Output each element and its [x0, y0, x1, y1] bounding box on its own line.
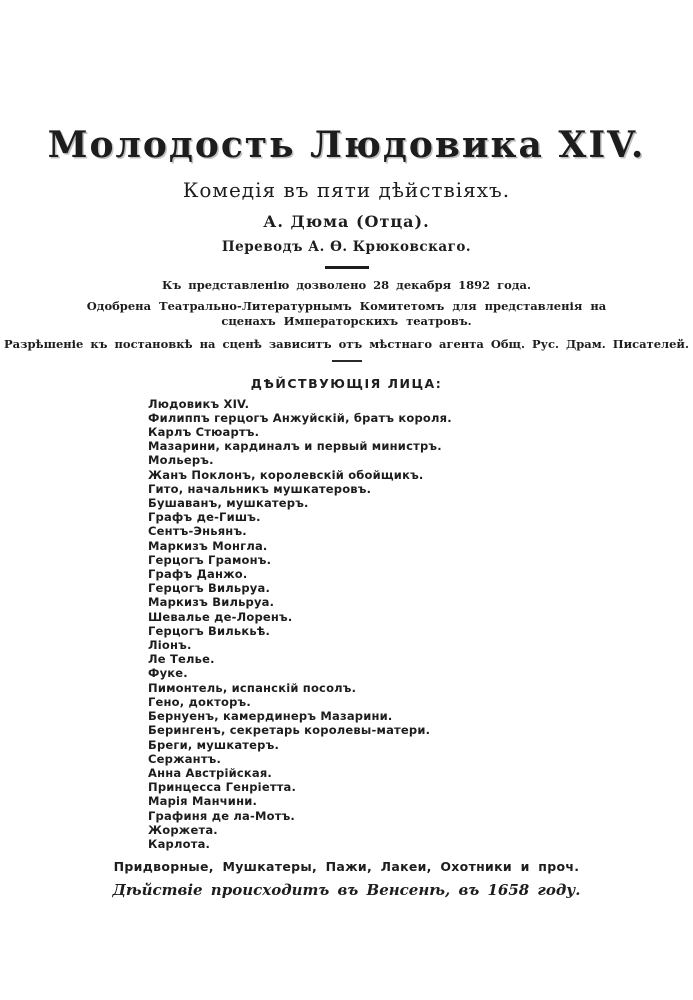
cast-list-item: Пимонтель, испанскій посолъ.: [148, 680, 357, 695]
cast-list-item: Ле Телье.: [148, 652, 215, 667]
cast-list-item: Мазарини, кардиналъ и первый министръ.: [148, 439, 442, 454]
cast-list-item: Графъ де-Гишъ.: [148, 510, 261, 525]
cast-list-item: Бушаванъ, мушкатеръ.: [148, 496, 309, 511]
author-line: А. Дюма (Отца).: [263, 211, 430, 231]
cast-list-item: Герцогъ Грамонъ.: [148, 552, 272, 567]
cast-list-item: Гено, докторъ.: [148, 694, 251, 709]
censor-note-committee: Одобрена Театрально-Литературнымъ Комитетомъ для представленія на сценахъ Императорскихъ театровъ.: [86, 298, 607, 329]
cast-list-item: Жоржета.: [148, 822, 218, 837]
cast-list-item: Бернуенъ, камердинеръ Мазарини.: [148, 709, 393, 724]
cast-heading: ДѢЙСТВУЮЩІЯ ЛИЦА:: [250, 375, 443, 391]
cast-list-item: Маркизъ Монгла.: [148, 538, 268, 553]
cast-list-item: Гито, начальникъ мушкатеровъ.: [148, 481, 372, 496]
cast-list-item: Герцогъ Вильруа.: [148, 581, 271, 596]
cast-list: [148, 397, 693, 852]
cast-list-item: Карлъ Стюартъ.: [148, 425, 260, 440]
cast-list-item: Маркизъ Вильруа.: [148, 595, 275, 610]
cast-list-item: Сержантъ.: [148, 751, 222, 766]
extras-line: Придворные, Мушкатеры, Пажи, Лакеи, Охотники и проч.: [113, 859, 580, 875]
cast-list-item: Берингенъ, секретарь королевы-матери.: [148, 723, 431, 738]
page-title: Молодость Людовика XIV.: [47, 124, 646, 166]
cast-list-item: Ліонъ.: [148, 638, 192, 653]
divider-middle: [332, 360, 362, 362]
cast-list-item: Принцесса Генріетта.: [148, 780, 297, 795]
cast-list-item: Бреги, мушкатеръ.: [148, 737, 280, 752]
cast-list-item: Карлота.: [148, 836, 211, 851]
divider-top: [325, 266, 369, 269]
cast-list-item: Мольеръ.: [148, 453, 214, 468]
cast-list-item: Жанъ Поклонъ, королевскій обойщикъ.: [148, 467, 424, 482]
cast-list-item: Людовикъ XIV.: [148, 396, 250, 411]
translator-line: Переводъ А. Ѳ. Крюковскаго.: [221, 238, 472, 255]
cast-list-item: Марія Манчини.: [148, 794, 258, 809]
setting-line: Дѣйствіе происходитъ въ Венсенѣ, въ 1658 году.: [112, 881, 581, 900]
censor-note-permission: Къ представленію дозволено 28 декабря 1892 года.: [162, 277, 531, 292]
cast-list-item: Фуке.: [148, 666, 188, 681]
cast-list-item: Сентъ-Эньянъ.: [148, 524, 247, 539]
censor-note-agent: Разрѣшеніе къ постановкѣ на сценѣ зависитъ отъ мѣстнаго агента Общ. Рус. Драм. Писателей.: [4, 336, 689, 351]
cast-list-item: Герцогъ Вилькьѣ.: [148, 623, 271, 638]
cast-list-item: Шевалье де-Лоренъ.: [148, 609, 293, 624]
cast-list-item: Графиня де ла-Мотъ.: [148, 808, 295, 823]
cast-list-item: Графъ Данжо.: [148, 567, 248, 582]
subtitle: Комедія въ пяти дѣйствіяхъ.: [182, 177, 511, 202]
cast-list-item: Филиппъ герцогъ Анжуйскій, братъ короля.: [148, 410, 452, 425]
cast-list-item: Анна Австрійская.: [148, 765, 272, 780]
